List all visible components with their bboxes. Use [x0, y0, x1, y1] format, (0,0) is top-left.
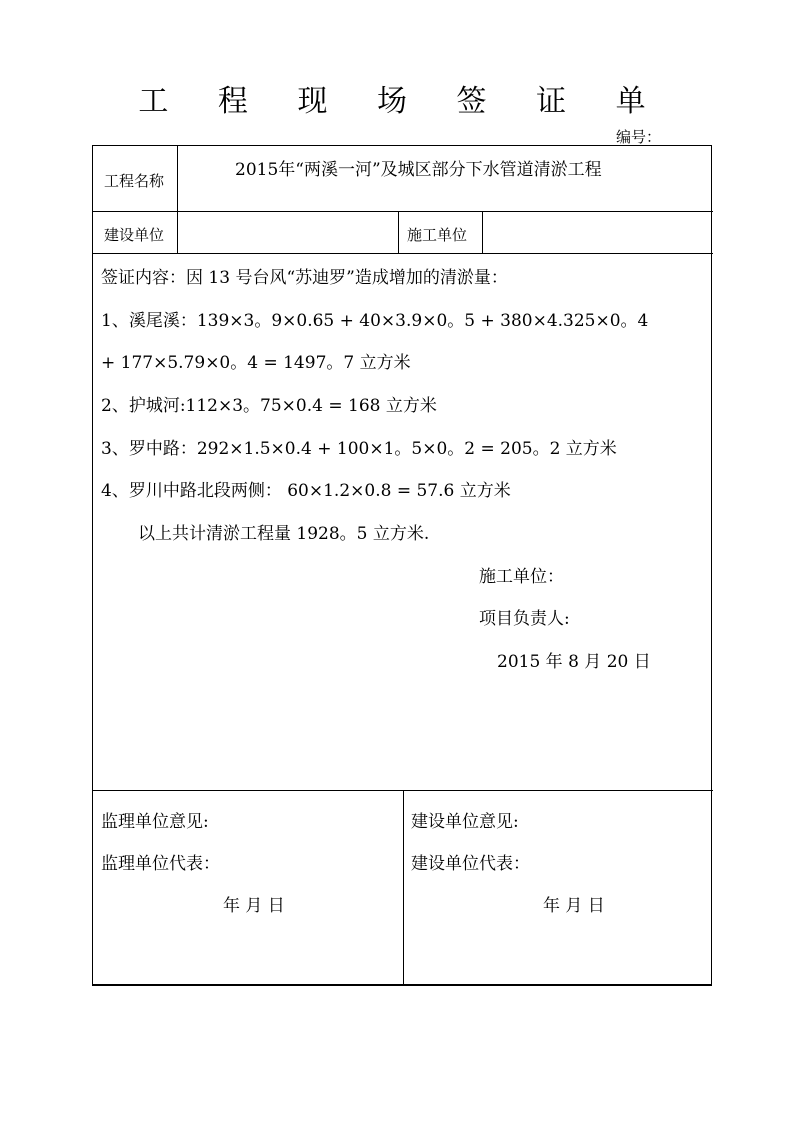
content-line-1: 1、溪尾溪：139×3。9×0.65 + 40×3.9×0。5 + 380×4.325×0。4: [101, 311, 649, 331]
col-divider-mid: [398, 211, 399, 253]
col-divider-name: [177, 146, 178, 253]
project-name-label: 工程名称: [104, 172, 165, 190]
content-line-3: 2、护城河:112×3。75×0.4 = 168 立方米: [101, 396, 437, 416]
content-total: 以上共计清淤工程量 1928。5 立方米.: [138, 524, 430, 544]
supervisor-date: 年 月 日: [223, 896, 285, 916]
owner-rep-label: 建设单位代表：: [411, 854, 530, 874]
supervisor-rep-label: 监理单位代表：: [101, 854, 220, 874]
col-divider-contractor: [482, 211, 483, 253]
owner-date: 年 月 日: [543, 896, 605, 916]
content-line-2: + 177×5.79×0。4 = 1497。7 立方米: [101, 353, 411, 373]
contractor-sign-label: 施工单位：: [479, 567, 564, 587]
contractor-label: 施工单位: [407, 226, 468, 244]
page-title: 工 程 现 场 签 证 单: [138, 84, 666, 119]
sign-date: 2015 年 8 月 20 日: [497, 652, 651, 672]
content-line-5: 4、罗川中路北段两侧： 60×1.2×0.8 = 57.6 立方米: [101, 481, 511, 501]
row-divider-1: [93, 211, 713, 212]
form-table: [92, 145, 712, 986]
col-divider-footer: [403, 790, 404, 986]
doc-number-label: 编号：: [616, 128, 662, 146]
content-line-4: 3、罗中路：292×1.5×0.4 + 100×1。5×0。2 = 205。2 立方米: [101, 439, 617, 459]
owner-opinion-label: 建设单位意见:: [411, 812, 519, 832]
owner-unit-label: 建设单位: [104, 226, 165, 244]
row-divider-2: [93, 253, 713, 254]
content-intro: 签证内容：因 13 号台风“苏迪罗”造成增加的清淤量：: [101, 268, 508, 288]
project-name-value: 2015年“两溪一河”及城区部分下水管道清淤工程: [235, 160, 602, 180]
project-manager-label: 项目负责人:: [479, 609, 570, 629]
supervisor-opinion-label: 监理单位意见:: [101, 812, 209, 832]
